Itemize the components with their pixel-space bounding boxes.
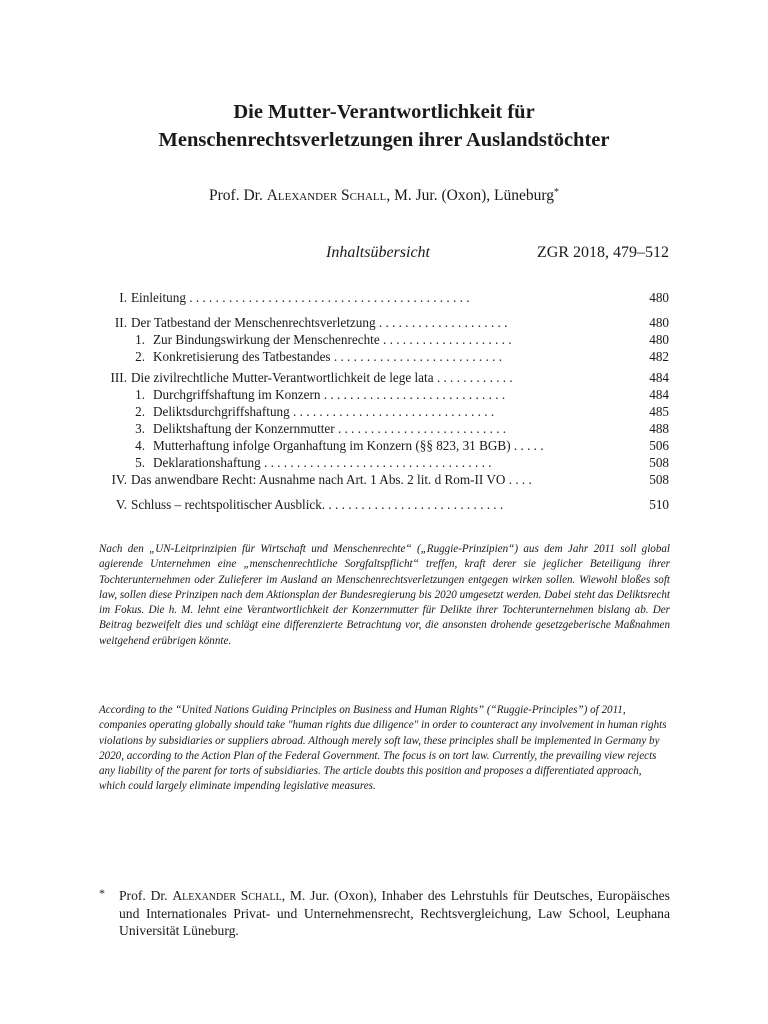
author-suffix: , M. Jur. (Oxon), Lüneburg [386, 187, 554, 204]
footnote-prefix: Prof. Dr. [119, 888, 173, 903]
footnote-text [119, 887, 670, 940]
toc-entry-title [153, 437, 631, 454]
toc-entry [0, 331, 768, 348]
toc-entry-text: Deklarationshaftung [153, 455, 261, 470]
toc-entry [0, 420, 768, 437]
toc-entry-number: 4. [135, 438, 145, 453]
toc-entry [0, 348, 768, 365]
toc-entry-text: Das anwendbare Recht: Ausnahme nach Art. 1 Abs. 2 lit. d Rom-II VO [131, 472, 506, 487]
article-title [0, 98, 768, 154]
toc-entry-title [153, 420, 631, 437]
toc-entry-title [131, 496, 631, 513]
toc-entry [0, 471, 768, 488]
toc-entry [0, 496, 768, 513]
toc-entry-leader: . . . . . . . . . . . . . . . . . . . . [379, 332, 512, 347]
toc-entry-leader: . . . . . . . . . . . . . . . . . . . . . . . . . . [330, 349, 502, 364]
toc-entry-leader: . . . . . . . . . . . . . . . . . . . . . . . . . . [334, 421, 507, 436]
toc-entry-text: Deliktsdurchgriffshaftung [153, 404, 290, 419]
footnote-body: , M. Jur. (Oxon), Inhaber des Lehrstuhls für Deutsches, Europäisches und Internationales Privat- und Unternehmensrecht, Rechtsvergleichung, Law School, Leuphana Universität Lüneburg. [119, 888, 670, 939]
toc-entry-number: 2. [135, 349, 145, 364]
toc-entry-text: Mutterhaftung infolge Organhaftung im Konzern (§§ 823, 31 BGB) [153, 438, 511, 453]
abstract-english: According to the “United Nations Guiding Principles on Business and Human Rights” (“Ruggie-Principles”) of 2011, companies operating globally should take "human rights due diligence" in order to counteract any involvement in human rights violations by subsidiaries or suppliers abroad. Although merely soft law, these principles shall be implemented in Germany by 2020, according to the Action Plan of the Federal Government. The focus is on tort law. Currently, the prevailing view rejects any liability of the parent for torts of subsidiaries. The article doubts this position and proposes a differentiated approach, which could largely eliminate impending legislative measures. [99, 704, 667, 793]
toc-entry-text: Durchgriffshaftung im Konzern [153, 387, 321, 402]
toc-entry [0, 369, 768, 386]
journal-citation: ZGR 2018, 479–512 [537, 244, 669, 261]
toc-entry-page: 510 [649, 497, 669, 512]
toc-entry-number: II. [114, 315, 127, 330]
toc-entry [0, 403, 768, 420]
toc-entry [0, 454, 768, 471]
toc-entry-title [131, 471, 631, 488]
toc-entry-leader: . . . . . . . . . . . . . . . . . . . . [375, 315, 508, 330]
author-footnote-mark: * [553, 187, 559, 198]
toc-entry-page: 484 [649, 387, 669, 402]
toc-entry-number: 5. [135, 455, 145, 470]
toc-entry-text: Die zivilrechtliche Mutter-Verantwortlichkeit de lege lata [131, 370, 434, 385]
toc-entry-page: 506 [649, 438, 669, 453]
toc-entry-text: Zur Bindungswirkung der Menschenrechte [153, 332, 380, 347]
toc-entry-page: 480 [649, 315, 669, 330]
toc-entry-page: 485 [649, 404, 669, 419]
toc-entry-number: III. [110, 370, 127, 385]
toc-entry-leader: . . . . . . . . . . . . . . . . . . . . . . . . . . . [325, 497, 504, 512]
toc-entry-page: 484 [649, 370, 669, 385]
toc-entry [0, 386, 768, 403]
toc-entry-text: Einleitung [131, 290, 186, 305]
toc-entry-number: 2. [135, 404, 145, 419]
abstract-german: Nach den „UN-Leitprinzipien für Wirtschaft und Menschenrechte“ („Ruggie-Prinzipien“) aus dem Jahr 2011 soll global agierende Unternehmen eine „menschenrechtliche Sorgfaltspflicht“ treffen, kraft derer sie jeglicher Beteiligung ihrer Tochterunternehmen oder Zulieferer im Ausland an Menschenrechtsverletzungen entgegen wirken sollen. Wiewohl bloßes soft law, sollen diese Prinzipen nach dem Aktionsplan der Bundesregierung bis 2020 umgesetzt werden. Dabei steht das Deliktsrecht im Fokus. Die h. M. lehnt eine Verantwortlichkeit der Konzernmutter für Delikte ihrer Tochterunternehmen bislang ab. Der Beitrag bezweifelt dies und schlägt eine differenzierte Betrachtung vor, die ansonsten drohende gesetzgeberische Maßnahmen weitgehend erübrigen könnte. [99, 543, 670, 647]
toc-entry-page: 508 [649, 472, 669, 487]
title-line-1: Die Mutter-Verantwortlichkeit für [233, 101, 535, 123]
toc-entry-number: I. [119, 290, 127, 305]
toc-entry [0, 437, 768, 454]
toc-entry [0, 289, 768, 306]
toc-entry-leader: . . . . . . . . . . . . . . . . . . . . . . . . . . . . . . . . . . . . . . . . . . . [185, 290, 470, 305]
toc-header [0, 244, 768, 266]
toc-entry [0, 314, 768, 331]
toc-entry-title [131, 369, 631, 386]
footnote-mark: * [99, 886, 105, 900]
toc-entry-page: 480 [649, 332, 669, 347]
author-name: Alexander Schall [266, 187, 387, 204]
title-line-2: Menschenrechtsverletzungen ihrer Auslandstöchter [158, 129, 610, 151]
author-line [0, 187, 768, 205]
toc-entry-page: 482 [649, 349, 669, 364]
footnote-author-name: Alexander Schall [172, 888, 282, 903]
toc-entry-title [153, 403, 631, 420]
toc-entry-title [131, 289, 631, 306]
toc-entry-title [131, 314, 631, 331]
toc-entry-page: 488 [649, 421, 669, 436]
toc-entry-text: Schluss – rechtspolitischer Ausblick. [131, 497, 326, 512]
toc-entry-leader: . . . . [505, 472, 532, 487]
author-prefix: Prof. Dr. [209, 187, 267, 204]
toc-entry-number: IV. [111, 472, 127, 487]
toc-entry-number: 3. [135, 421, 145, 436]
toc-entry-title [153, 331, 631, 348]
toc-entry-text: Deliktshaftung der Konzernmutter [153, 421, 335, 436]
toc-entry-leader: . . . . . [510, 438, 544, 453]
toc-entry-title [153, 348, 631, 365]
toc-entry-title [153, 386, 631, 403]
toc-heading: Inhaltsübersicht [326, 244, 430, 261]
toc-entry-page: 480 [649, 290, 669, 305]
toc-entry-text: Der Tatbestand der Menschenrechtsverletzung [131, 315, 376, 330]
toc-entry-leader: . . . . . . . . . . . . . . . . . . . . . . . . . . . . . . . [289, 404, 495, 419]
toc-entry-leader: . . . . . . . . . . . . . . . . . . . . . . . . . . . . [320, 387, 506, 402]
toc-entry-number: 1. [135, 387, 145, 402]
toc-entry-leader: . . . . . . . . . . . . [433, 370, 513, 385]
toc-entry-number: 1. [135, 332, 145, 347]
toc-entry-leader: . . . . . . . . . . . . . . . . . . . . . . . . . . . . . . . . . . . [260, 455, 492, 470]
toc-entry-title [153, 454, 631, 471]
toc-entry-number: V. [115, 497, 127, 512]
toc-entry-page: 508 [649, 455, 669, 470]
toc-entry-text: Konkretisierung des Tatbestandes [153, 349, 331, 364]
